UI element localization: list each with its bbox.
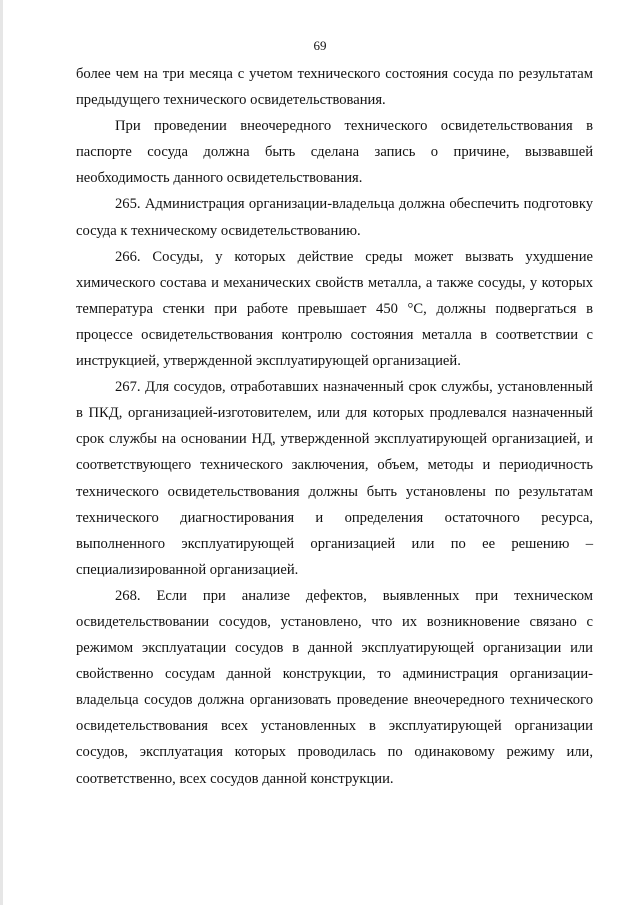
page-number: 69 [313,38,327,53]
paragraph-267: 267. Для сосудов, отработавших назначенный срок службы, установленный в ПКД, организацией-изготовителем, или для которых продлевался назначенный срок службы на основании НД, утвержденной эксплуатирующей организацией, и соответствующего технического заключения, объем, методы и периодичность технического освидетельствования должны быть установлены по результатам технического диагностирования и определения остаточного ресурса, выполненного эксплуатирующей организацией или по ее решению – специализированной организацией. [76,379,593,578]
paragraph-extraordinary-inspection-record: При проведении внеочередного технического освидетельствования в паспорте сосуда должна быть сделана запись о причине, вызвавшей необходимость данного освидетельствования. [76,118,593,187]
document-body [76,61,593,792]
paragraph-266: 266. Сосуды, у которых действие среды может вызвать ухудшение химического состава и механических свойств металла, а также сосуды, у которых температура стенки при работе превышает 450 °С, должны подвергаться в процессе освидетельствования контролю состояния металла в соответствии с инструкцией, утвержденной эксплуатирующей организацией. [76,248,593,370]
paragraph-265: 265. Администрация организации-владельца должна обеспечить подготовку сосуда к техническому освидетельствованию. [76,196,593,239]
paragraph-268: 268. Если при анализе дефектов, выявленных при техническом освидетельствовании сосудов, установлено, что их возникновение связано с режимом эксплуатации сосудов в данной эксплуатирующей организации или свойственно сосудам данной конструкции, то администрация организации-владельца сосудов должна организовать проведение внеочередного технического освидетельствования всех установленных в эксплуатирующей организации сосудов, эксплуатация которых проводилась по одинаковому режиму или, соответственно, всех сосудов данной конструкции. [76,587,593,787]
scan-edge-shadow [0,0,3,905]
paragraph-continuation: более чем на три месяца с учетом технического состояния сосуда по результатам предыдущего технического освидетельствования. [76,66,593,109]
